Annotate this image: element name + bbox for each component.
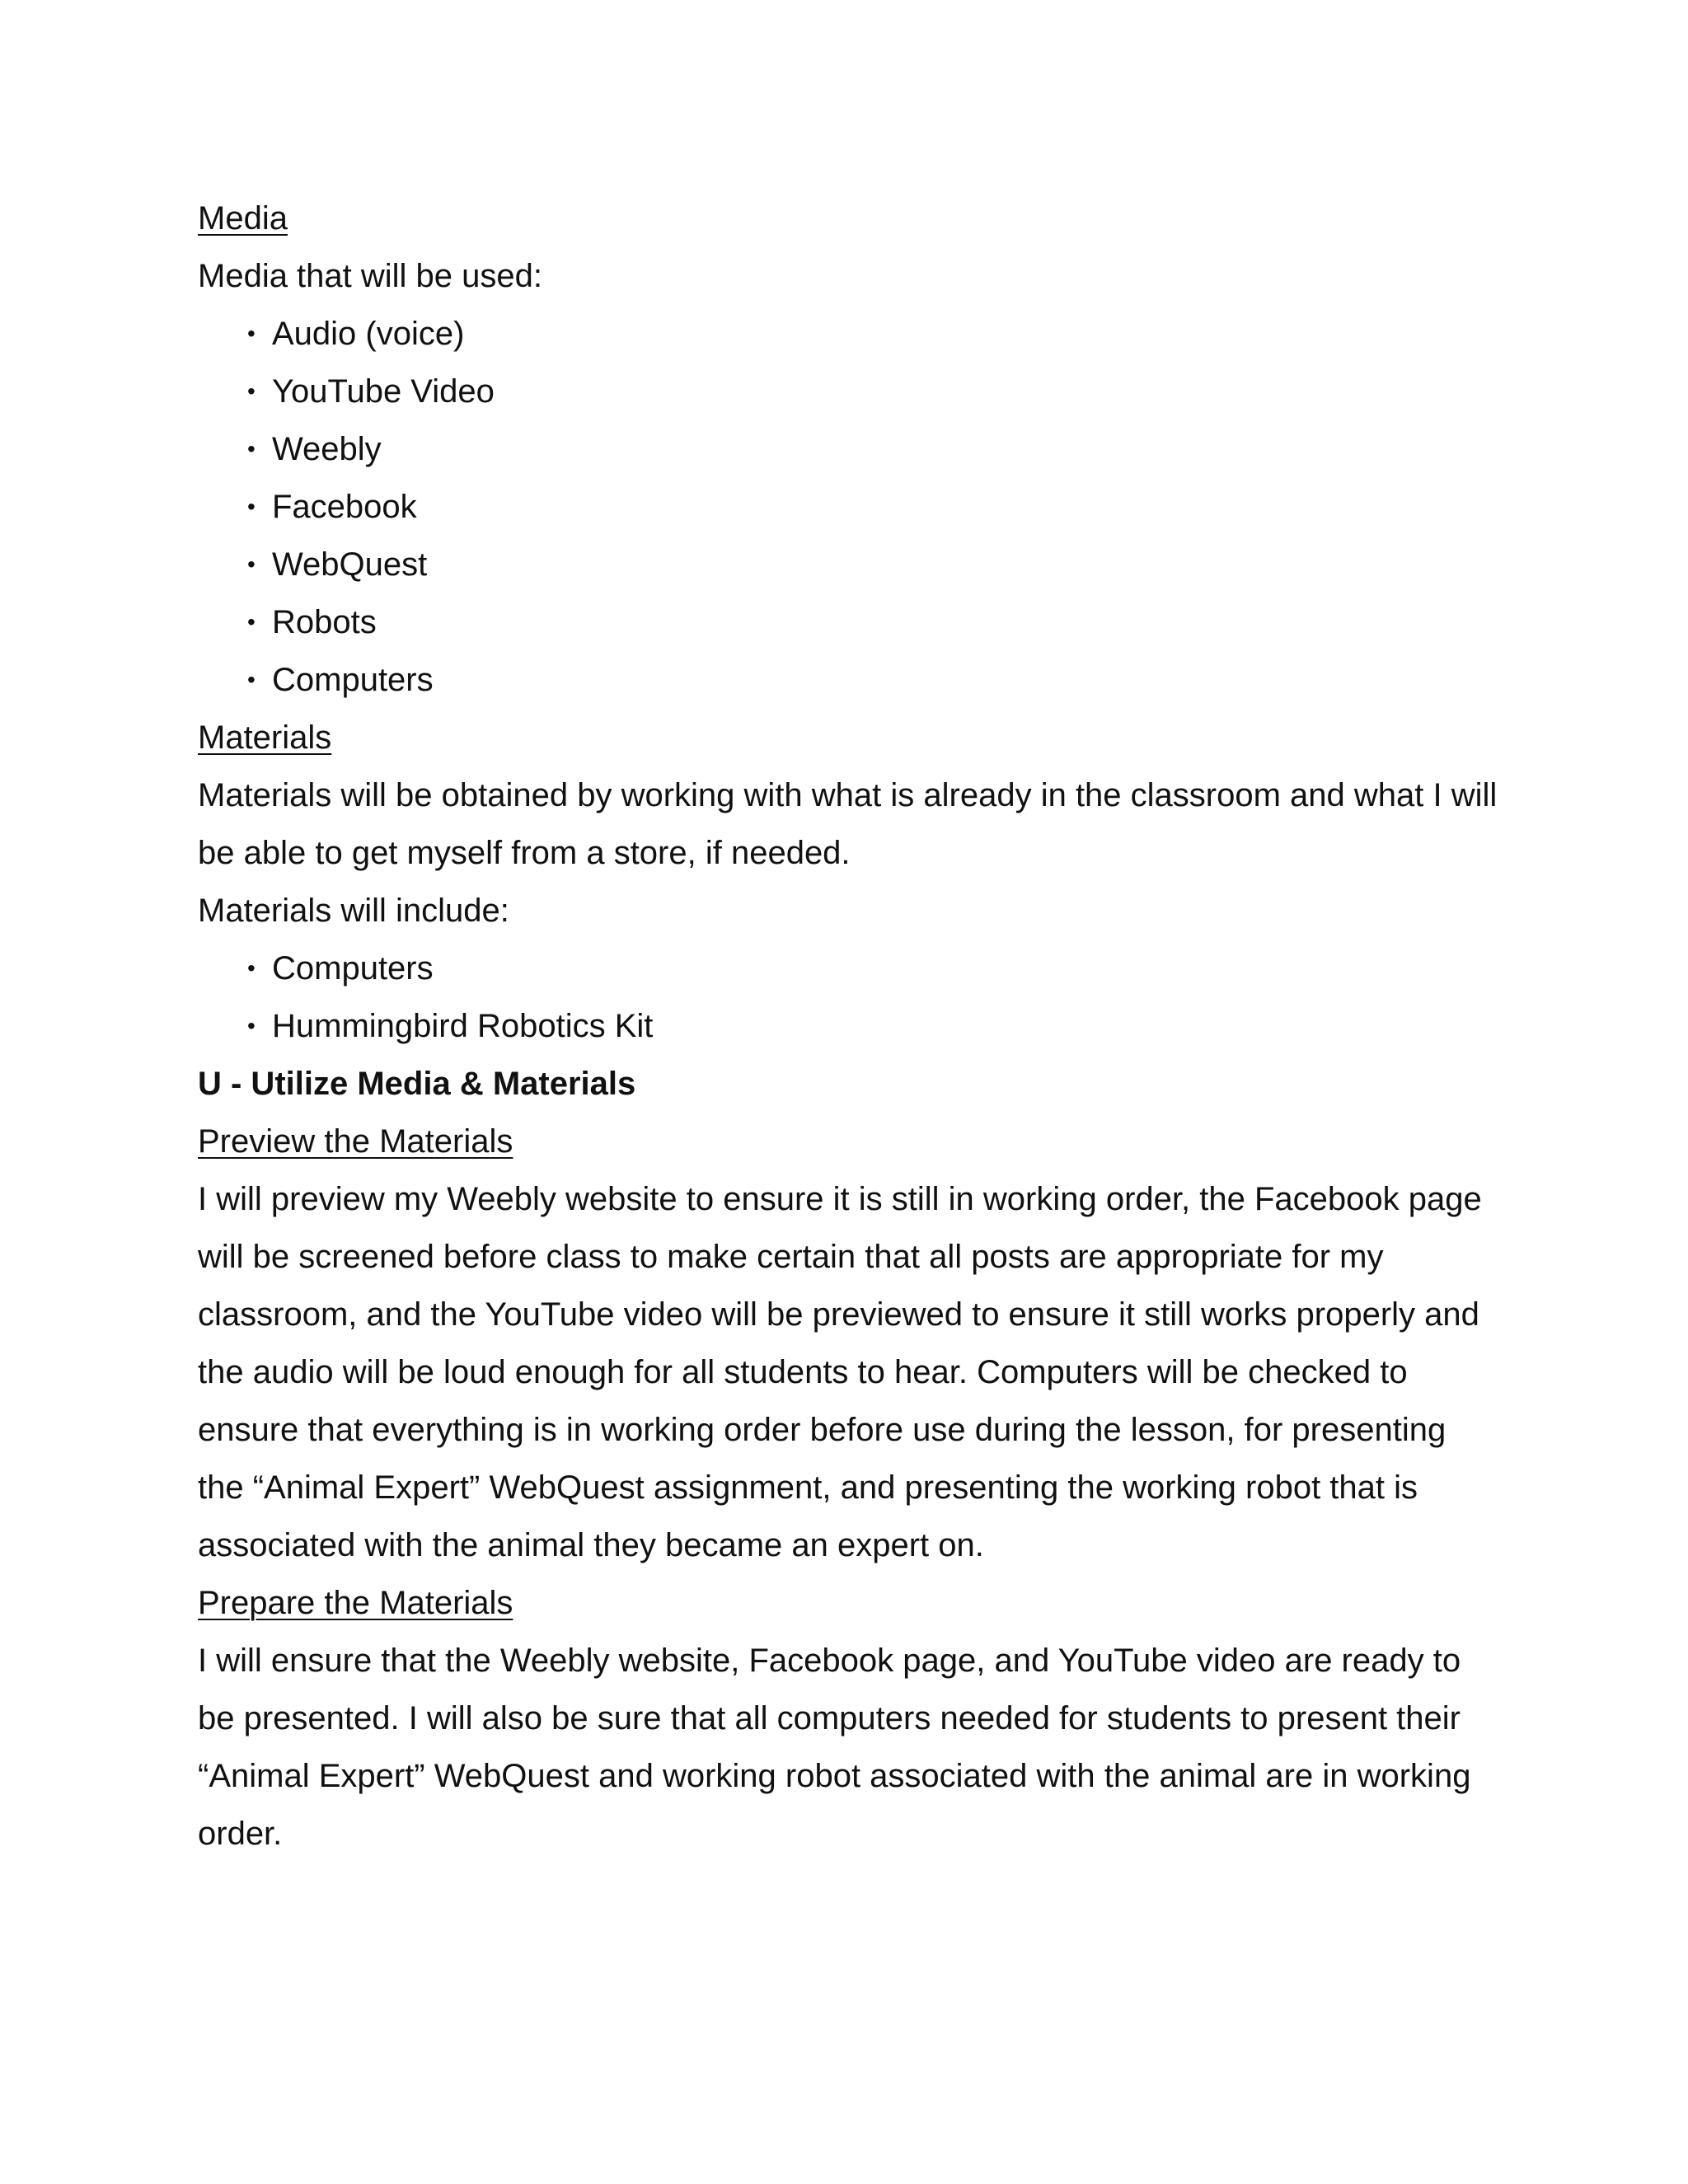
bullet-icon: • — [247, 667, 256, 692]
list-item — [247, 478, 1500, 536]
list-item-text: Robots — [272, 604, 377, 640]
prepare-heading: Prepare the Materials — [198, 1585, 513, 1621]
list-item-text: Hummingbird Robotics Kit — [272, 1008, 654, 1044]
prepare-paragraph: I will ensure that the Weebly website, Facebook page, and YouTube video are ready to be presented. I will also be sure that all computers needed for students to present their “Animal Expert” WebQuest and working robot associated with the animal are in working order. — [198, 1643, 1471, 1852]
list-item-text: YouTube Video — [272, 373, 495, 410]
document-page — [198, 190, 1500, 1863]
materials-heading: Materials — [198, 719, 332, 756]
materials-paragraph: Materials will be obtained by working with what is already in the classroom and what I will be able to get myself from a store, if needed. — [198, 777, 1498, 871]
media-intro: Media that will be used: — [198, 258, 543, 294]
media-heading: Media — [198, 200, 288, 237]
materials-list — [198, 940, 1500, 1055]
list-item — [247, 363, 1500, 420]
list-item-text: Audio (voice) — [272, 316, 465, 352]
bullet-icon: • — [247, 551, 256, 577]
list-item — [247, 305, 1500, 363]
list-item-text: Weebly — [272, 431, 382, 467]
bullet-icon: • — [247, 1013, 256, 1038]
list-item — [247, 536, 1500, 593]
list-item — [247, 940, 1500, 997]
media-list — [198, 305, 1500, 709]
list-item — [247, 593, 1500, 651]
bullet-icon: • — [247, 436, 256, 462]
bullet-icon: • — [247, 321, 256, 346]
materials-intro: Materials will include: — [198, 893, 509, 929]
list-item-text: Computers — [272, 950, 434, 987]
list-item — [247, 651, 1500, 709]
preview-paragraph: I will preview my Weebly website to ensure it is still in working order, the Facebook page will be screened before class to make certain that all posts are appropriate for my classroom, and the YouTube video will be previewed to ensure it still works properly and the audio will be loud enough for all students to hear. Computers will be checked to ensure that everything is in working order before use during the lesson, for presenting the “Animal Expert” WebQuest assignment, and presenting the working robot that is associated with the animal they became an expert on. — [198, 1181, 1482, 1563]
list-item-text: Facebook — [272, 489, 417, 525]
utilize-heading: U - Utilize Media & Materials — [198, 1066, 636, 1102]
list-item — [247, 420, 1500, 478]
bullet-icon: • — [247, 378, 256, 404]
list-item-text: WebQuest — [272, 546, 428, 583]
bullet-icon: • — [247, 609, 256, 635]
bullet-icon: • — [247, 955, 256, 981]
bullet-icon: • — [247, 494, 256, 519]
list-item — [247, 997, 1500, 1055]
preview-heading: Preview the Materials — [198, 1123, 513, 1160]
list-item-text: Computers — [272, 662, 434, 698]
